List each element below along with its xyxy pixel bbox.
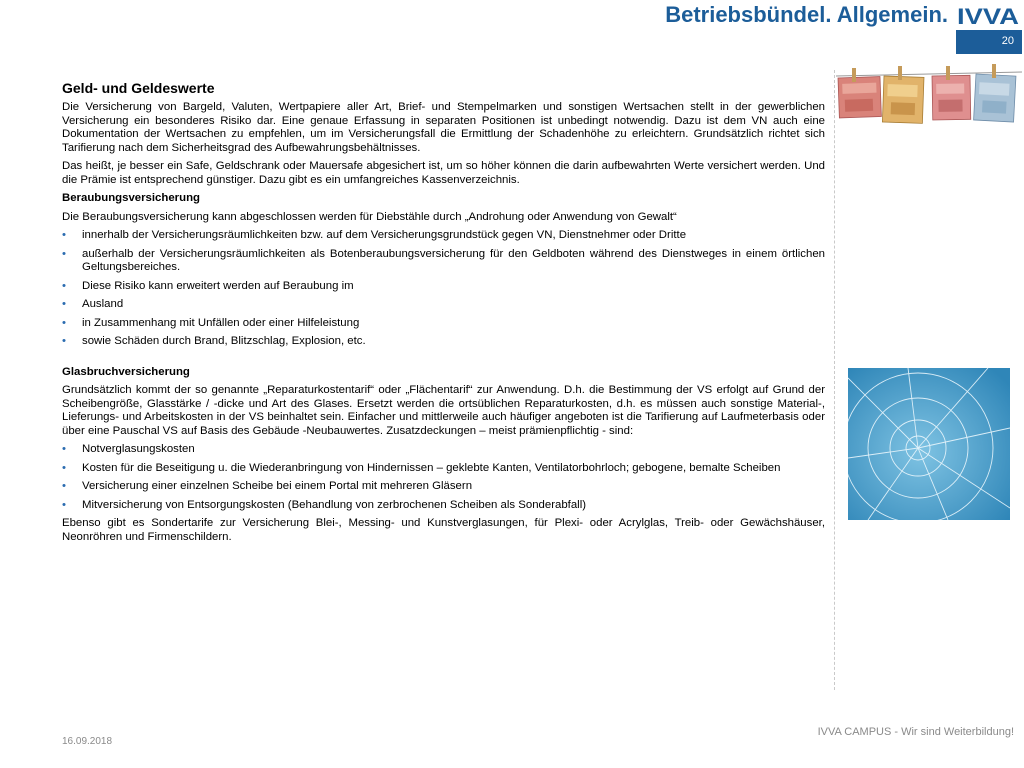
- list-item: • in Zusammenhang mit Unfällen oder einer Hilfeleistung: [62, 317, 825, 331]
- list-item: • Diese Risiko kann erweitert werden auf Beraubung im: [62, 280, 825, 294]
- spacer: [62, 354, 825, 366]
- divider-line: [834, 70, 835, 690]
- paragraph: Die Beraubungsversicherung kann abgeschlossen werden für Diebstähle durch „Androhung oder Anwendung von Gewalt“: [62, 210, 677, 223]
- list-item: • Ausland: [62, 298, 825, 312]
- footer-date: 16.09.2018: [62, 736, 113, 747]
- main-content: [62, 80, 825, 549]
- slide-title: Betriebsbündel. Allgemein.: [665, 2, 948, 27]
- list-item: • innerhalb der Versicherungsräumlichkeiten bzw. auf dem Versicherungsgrundstück gegen VN, Dienstnehmer oder Dritte: [62, 229, 825, 243]
- section-heading-geld: Geld- und Geldeswerte: [62, 80, 215, 96]
- paragraph: Grundsätzlich kommt der so genannte „Reparaturkostentarif“ oder „Flächentarif“ zur Anwendung. D.h. die Bestimmung der VS erfolgt auf Grund der Scheibengröße, Glasstärke / -dicke und Art des Glases. Ersetzt werden die ortsüblichen Reparaturkosten, d.h. es müssen auch sonstige Material-, Lieferungs- und Arbeitskosten in der VS beinhaltet sein. Einfacher und mittlerweile auch häufiger angeboten ist die Tarifierung auf Laufmeterbasis oder über eine Pauschal VS auf Basis des Gebäude -Neubauwertes. Zusatzdeckungen – meist prämienpflichtig - sind:: [62, 384, 825, 437]
- subheading-beraubung: Beraubungsversicherung: [62, 192, 200, 204]
- bullet-list-glasbruch: [62, 443, 825, 512]
- paragraph: Das heißt, je besser ein Safe, Geldschrank oder Mauersafe abgesichert ist, um so höher können die darin aufbewahrten Werte versichert werden. Und die Prämie ist entsprechend günstiger. Dazu gibt es ein umfangreiches Kassenverzeichnis.: [62, 160, 825, 186]
- list-item: • Notverglasungskosten: [62, 443, 825, 457]
- banknotes-image: [836, 62, 1022, 130]
- page-number-box: [956, 30, 1022, 54]
- broken-glass-image: [848, 368, 1010, 520]
- paragraph: Ebenso gibt es Sondertarife zur Versicherung Blei-, Messing- und Kunstverglasungen, für Plexi- oder Acrylglas, Treib- oder Gewächshäuser, Neonröhren und Firmenschildern.: [62, 517, 825, 543]
- list-item: • Kosten für die Beseitigung u. die Wiederanbringung von Hindernissen – geklebte Kanten, Ventilatorbohrloch; gebogene, bemalte Scheiben: [62, 462, 825, 476]
- bullet-list-beraubung: [62, 229, 825, 349]
- list-item: • außerhalb der Versicherungsräumlichkeiten als Botenberaubungsversicherung für den Geldboten während des Dienstweges in einem örtlichen Geltungsbereiches.: [62, 248, 825, 275]
- ivva-logo: [955, 4, 1021, 28]
- footer-tagline: IVVA CAMPUS - Wir sind Weiterbildung!: [817, 726, 1014, 738]
- subheading-glasbruch: Glasbruchversicherung: [62, 365, 190, 378]
- list-item: • Versicherung einer einzelnen Scheibe bei einem Portal mit mehreren Gläsern: [62, 480, 825, 494]
- list-item: • sowie Schäden durch Brand, Blitzschlag, Explosion, etc.: [62, 335, 825, 349]
- ivva-logo-text: IVVA: [957, 4, 1020, 28]
- paragraph: Die Versicherung von Bargeld, Valuten, Wertpapiere aller Art, Brief- und Stempelmarken und sonstigen Wertsachen stellt in der gewerblichen Versicherung ein besonderes Risiko dar. Eine genaue Erfassung in separaten Positionen ist unbedingt notwendig. Dazu ist dem VN auch eine Dokumentation der Wertsachen zu empfehlen, um im Versicherungsfall die Ermittlung der Schadenhöhe zu erleichtern. Grundsätzlich richtet sich Tarifierung nach dem Sicherheitsgrad des Aufbewahrungsbehältnisses.: [62, 101, 825, 154]
- page-number: 20: [1001, 35, 1014, 47]
- list-item: • Mitversicherung von Entsorgungskosten (Behandlung von zerbrochenen Scheiben als Sonderabfall): [62, 499, 825, 513]
